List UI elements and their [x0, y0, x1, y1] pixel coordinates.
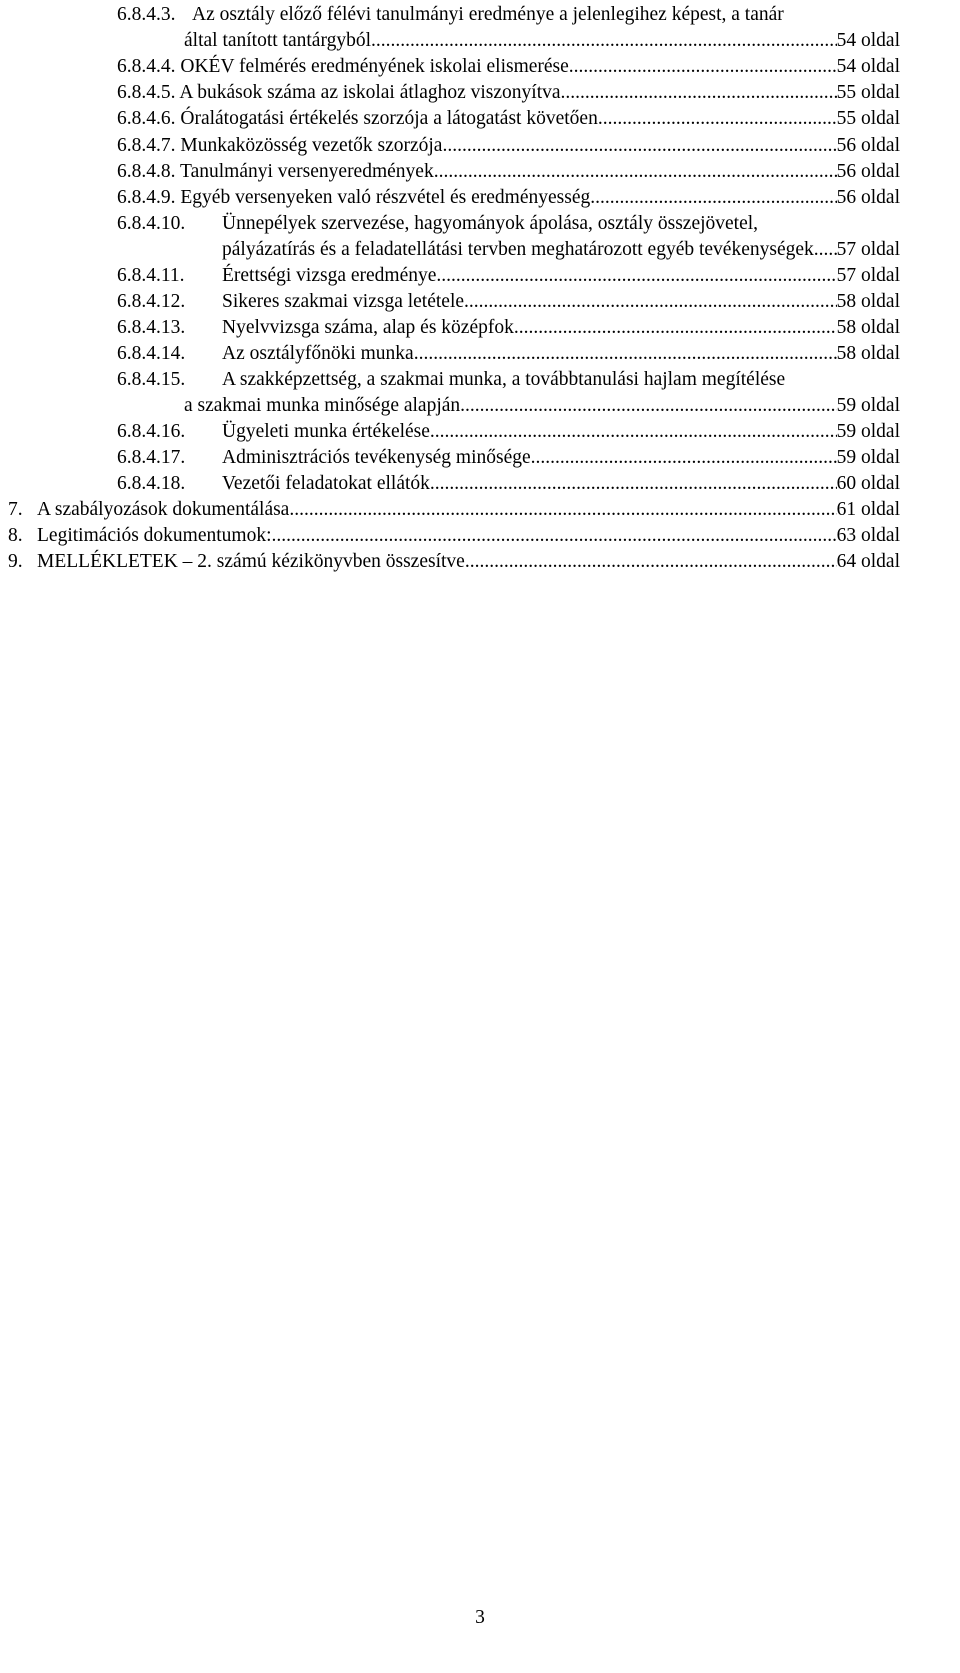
- toc-entry[interactable]: [117, 471, 900, 497]
- toc-page-number: 56 oldal: [836, 135, 900, 156]
- toc-page-number: 54 oldal: [836, 30, 900, 51]
- toc-entry-number: 7.: [8, 499, 23, 520]
- toc-entry-title: Sikeres szakmai vizsga letétele: [222, 291, 465, 312]
- toc-entry[interactable]: [117, 263, 900, 289]
- toc-entry-number: 6.8.4.3.: [117, 4, 176, 25]
- toc-entry-title: Egyéb versenyeken való részvétel és eredményesség: [180, 187, 591, 208]
- toc-entry[interactable]: [117, 54, 900, 80]
- toc-entry-number: 6.8.4.10.: [117, 213, 186, 234]
- toc-entry-title: által tanított tantárgyból: [184, 30, 372, 51]
- dot-leader: [430, 471, 837, 497]
- toc-page-number: 63 oldal: [836, 525, 900, 546]
- dot-leader: [442, 133, 836, 159]
- toc-page-number: 59 oldal: [836, 395, 900, 416]
- toc-entry[interactable]: [117, 445, 900, 471]
- toc-entry[interactable]: [8, 497, 900, 523]
- toc-page-number: 59 oldal: [836, 421, 900, 442]
- toc-page-number: 60 oldal: [836, 473, 900, 494]
- toc-entry[interactable]: [117, 315, 900, 341]
- toc-entry-number: 6.8.4.11.: [117, 265, 185, 286]
- toc-entry-number: 6.8.4.8.: [117, 161, 176, 182]
- dot-leader: [434, 159, 837, 185]
- dot-leader: [531, 445, 837, 471]
- toc-page-number: 58 oldal: [836, 317, 900, 338]
- toc-entry-number: 6.8.4.14.: [117, 343, 186, 364]
- toc-entry[interactable]: [117, 211, 900, 237]
- toc-page-number: 55 oldal: [836, 82, 900, 103]
- toc-entry[interactable]: [117, 367, 900, 393]
- toc-entry[interactable]: [117, 106, 900, 132]
- page-number: 3: [475, 1607, 485, 1628]
- toc-entry-title: pályázatírás és a feladatellátási tervben meghatározott egyéb tevékenységek: [222, 239, 814, 260]
- dot-leader: [436, 263, 836, 289]
- dot-leader: [598, 106, 837, 132]
- toc-entry-title: Az osztályfőnöki munka: [222, 343, 414, 364]
- toc-entry[interactable]: [117, 159, 900, 185]
- toc-entry-number: 6.8.4.17.: [117, 447, 186, 468]
- toc-entry-title: Nyelvvizsga száma, alap és középfok: [222, 317, 514, 338]
- toc-entry-number: 8.: [8, 525, 23, 546]
- toc-entry-title: OKÉV felmérés eredményének iskolai elismerése: [180, 56, 569, 77]
- toc-page-number: 57 oldal: [836, 265, 900, 286]
- toc-page-number: 59 oldal: [836, 447, 900, 468]
- toc-entry[interactable]: [117, 341, 900, 367]
- toc-entry-number: 9.: [8, 551, 23, 572]
- toc-entry-title: A szakképzettség, a szakmai munka, a továbbtanulási hajlam megítélése: [222, 369, 786, 390]
- toc-entry[interactable]: [117, 185, 900, 211]
- toc-entry-number: 6.8.4.16.: [117, 421, 186, 442]
- toc-entry-title: Munkaközösség vezetők szorzója: [180, 135, 443, 156]
- toc-entry[interactable]: [117, 133, 900, 159]
- toc-entry-number: 6.8.4.15.: [117, 369, 186, 390]
- toc-entry[interactable]: [117, 2, 900, 28]
- toc-page-number: 57 oldal: [836, 239, 900, 260]
- toc-entry[interactable]: [117, 289, 900, 315]
- toc-entry-number: 6.8.4.18.: [117, 473, 186, 494]
- toc-entry-title: Az osztály előző félévi tanulmányi eredménye a jelenlegihez képest, a tanár: [192, 4, 784, 25]
- dot-leader: [561, 80, 837, 106]
- toc-entry-title: Vezetői feladatokat ellátók: [222, 473, 430, 494]
- toc-page-number: 58 oldal: [836, 291, 900, 312]
- toc-entry[interactable]: [117, 419, 900, 445]
- toc-entry-number: 6.8.4.4.: [117, 56, 176, 77]
- toc-entry-title: Legitimációs dokumentumok:: [37, 525, 272, 546]
- toc-entry[interactable]: [8, 523, 900, 549]
- toc-entry[interactable]: [117, 80, 900, 106]
- dot-leader: [460, 393, 836, 419]
- toc-page-number: 56 oldal: [836, 161, 900, 182]
- toc-entry-title: A szabályozások dokumentálása: [37, 499, 290, 520]
- dot-leader: [464, 289, 837, 315]
- dot-leader: [814, 237, 837, 263]
- toc-entry-title: Adminisztrációs tevékenység minősége: [222, 447, 531, 468]
- dot-leader: [430, 419, 837, 445]
- toc-entry-title: Ünnepélyek szervezése, hagyományok ápolása, osztály összejövetel,: [222, 213, 759, 234]
- toc-entry-number: 6.8.4.12.: [117, 291, 186, 312]
- dot-leader: [569, 54, 837, 80]
- toc-entry-title: Ügyeleti munka értékelése: [222, 421, 430, 442]
- toc-entry-title: Érettségi vizsga eredménye: [222, 265, 437, 286]
- toc-entry-continuation[interactable]: [222, 237, 900, 263]
- toc-page-number: 58 oldal: [836, 343, 900, 364]
- toc-page-number: 54 oldal: [836, 56, 900, 77]
- dot-leader: [272, 523, 837, 549]
- toc-entry-title: a szakmai munka minősége alapján: [184, 395, 461, 416]
- toc-entry-title: MELLÉKLETEK – 2. számú kézikönyvben összesítve: [37, 551, 465, 572]
- dot-leader: [371, 28, 837, 54]
- toc-entry-number: 6.8.4.5.: [117, 82, 176, 103]
- toc-page-number: 61 oldal: [836, 499, 900, 520]
- dot-leader: [465, 549, 837, 575]
- dot-leader: [289, 497, 836, 523]
- toc-entry-number: 6.8.4.9.: [117, 187, 176, 208]
- toc-entry-title: A bukások száma az iskolai átlaghoz viszonyítva: [179, 82, 561, 103]
- toc-entry-title: Óralátogatási értékelés szorzója a látogatást követően: [180, 108, 598, 129]
- dot-leader: [414, 341, 837, 367]
- toc-entry-continuation[interactable]: [184, 393, 900, 419]
- toc-entry-number: 6.8.4.13.: [117, 317, 186, 338]
- toc-entry-number: 6.8.4.7.: [117, 135, 176, 156]
- dot-leader: [590, 185, 836, 211]
- toc-page-number: 64 oldal: [836, 551, 900, 572]
- toc-entry[interactable]: [8, 549, 900, 575]
- toc-page-number: 56 oldal: [836, 187, 900, 208]
- toc-entry-title: Tanulmányi versenyeredmények: [180, 161, 434, 182]
- dot-leader: [514, 315, 837, 341]
- toc-entry-continuation[interactable]: [184, 28, 900, 54]
- toc-entry-number: 6.8.4.6.: [117, 108, 176, 129]
- toc-page-number: 55 oldal: [836, 108, 900, 129]
